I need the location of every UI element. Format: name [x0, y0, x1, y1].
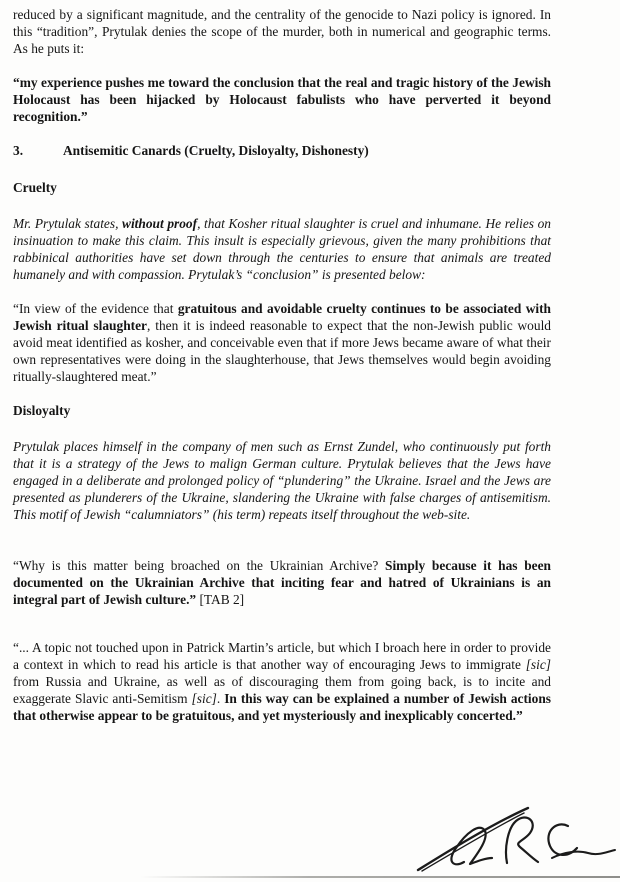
block-quote-ukrainian-archive: “Why is this matter being broached on the Ukrainian Archive? Simply because it has been documented on the Ukrainian Archive that inciting fear and hatred of Ukrainians is an integral part of Jewish culture.” [TAB 2]	[13, 558, 551, 607]
block-quote-slaughter: “In view of the evidence that gratuitous and avoidable cruelty continues to be associated with Jewish ritual slaughter, then it is indeed reasonable to expect that the non-Jewish public would avoid meat identified as kosher, and conceivable even that if more Jews became aware of what their own representatives were doing in the slaughterhouse, that Jews themselves would begin avoiding ritually-slaughtered meat.”	[13, 301, 551, 384]
subheading-cruelty: Cruelty	[13, 180, 57, 195]
section-number: 3.	[13, 143, 24, 158]
subheading-disloyalty: Disloyalty	[13, 403, 71, 418]
signature	[412, 800, 620, 878]
block-quote-patrick-martin: “... A topic not touched upon in Patrick Martin’s article, but which I broach here in order to provide a context in which to read his article is that another way of encouraging Jews to immigrate [sic] from Russia and Ukraine, as well as of discouraging them from going back, is to incite and exaggerate Slavic anti-Semitism [sic]. In this way can be explained a number of Jewish actions that otherwise appear to be gratuitous, and yet mysteriously and inexplicably concerted.”	[13, 640, 551, 723]
block-quote-holocaust: “my experience pushes me toward the conclusion that the real and tragic history of the Jewish Holocaust has been hijacked by Holocaust fabulists who have perverted it beyond recognition.”	[13, 75, 551, 124]
paragraph-cruelty: Mr. Prytulak states, without proof, that Kosher ritual slaughter is cruel and inhumane. He relies on insinuation to make this claim. This insult is especially grievous, given the many prohibitions that rabbinical authorities have set down through the centuries to ensure that animals are treated humanely and with compassion. Prytulak’s “conclusion” is presented below:	[13, 216, 551, 282]
paragraph-continuation: reduced by a significant magnitude, and the centrality of the genocide to Nazi policy is ignored. In this “tradition”, Prytulak denies the scope of the murder, both in numerical and geographic terms. As he puts it:	[13, 7, 551, 56]
scan-edge-artifact	[140, 876, 620, 878]
section-heading-3	[13, 142, 551, 159]
section-title: Antisemitic Canards (Cruelty, Disloyalty, Dishonesty)	[63, 143, 369, 158]
document-body	[13, 6, 551, 741]
signature-scrawl	[412, 800, 620, 878]
paragraph-disloyalty: Prytulak places himself in the company of men such as Ernst Zundel, who continuously put forth that it is a strategy of the Jews to malign German culture. Prytulak believes that the Jews have engaged in a deliberate and prolonged policy of “plundering” the Ukraine. Israel and the Jews are presented as plunderers of the Ukraine, slandering the Ukraine with false charges of antisemitism. This motif of Jewish “calumniators” (his term) repeats itself throughout the web-site.	[13, 439, 551, 522]
